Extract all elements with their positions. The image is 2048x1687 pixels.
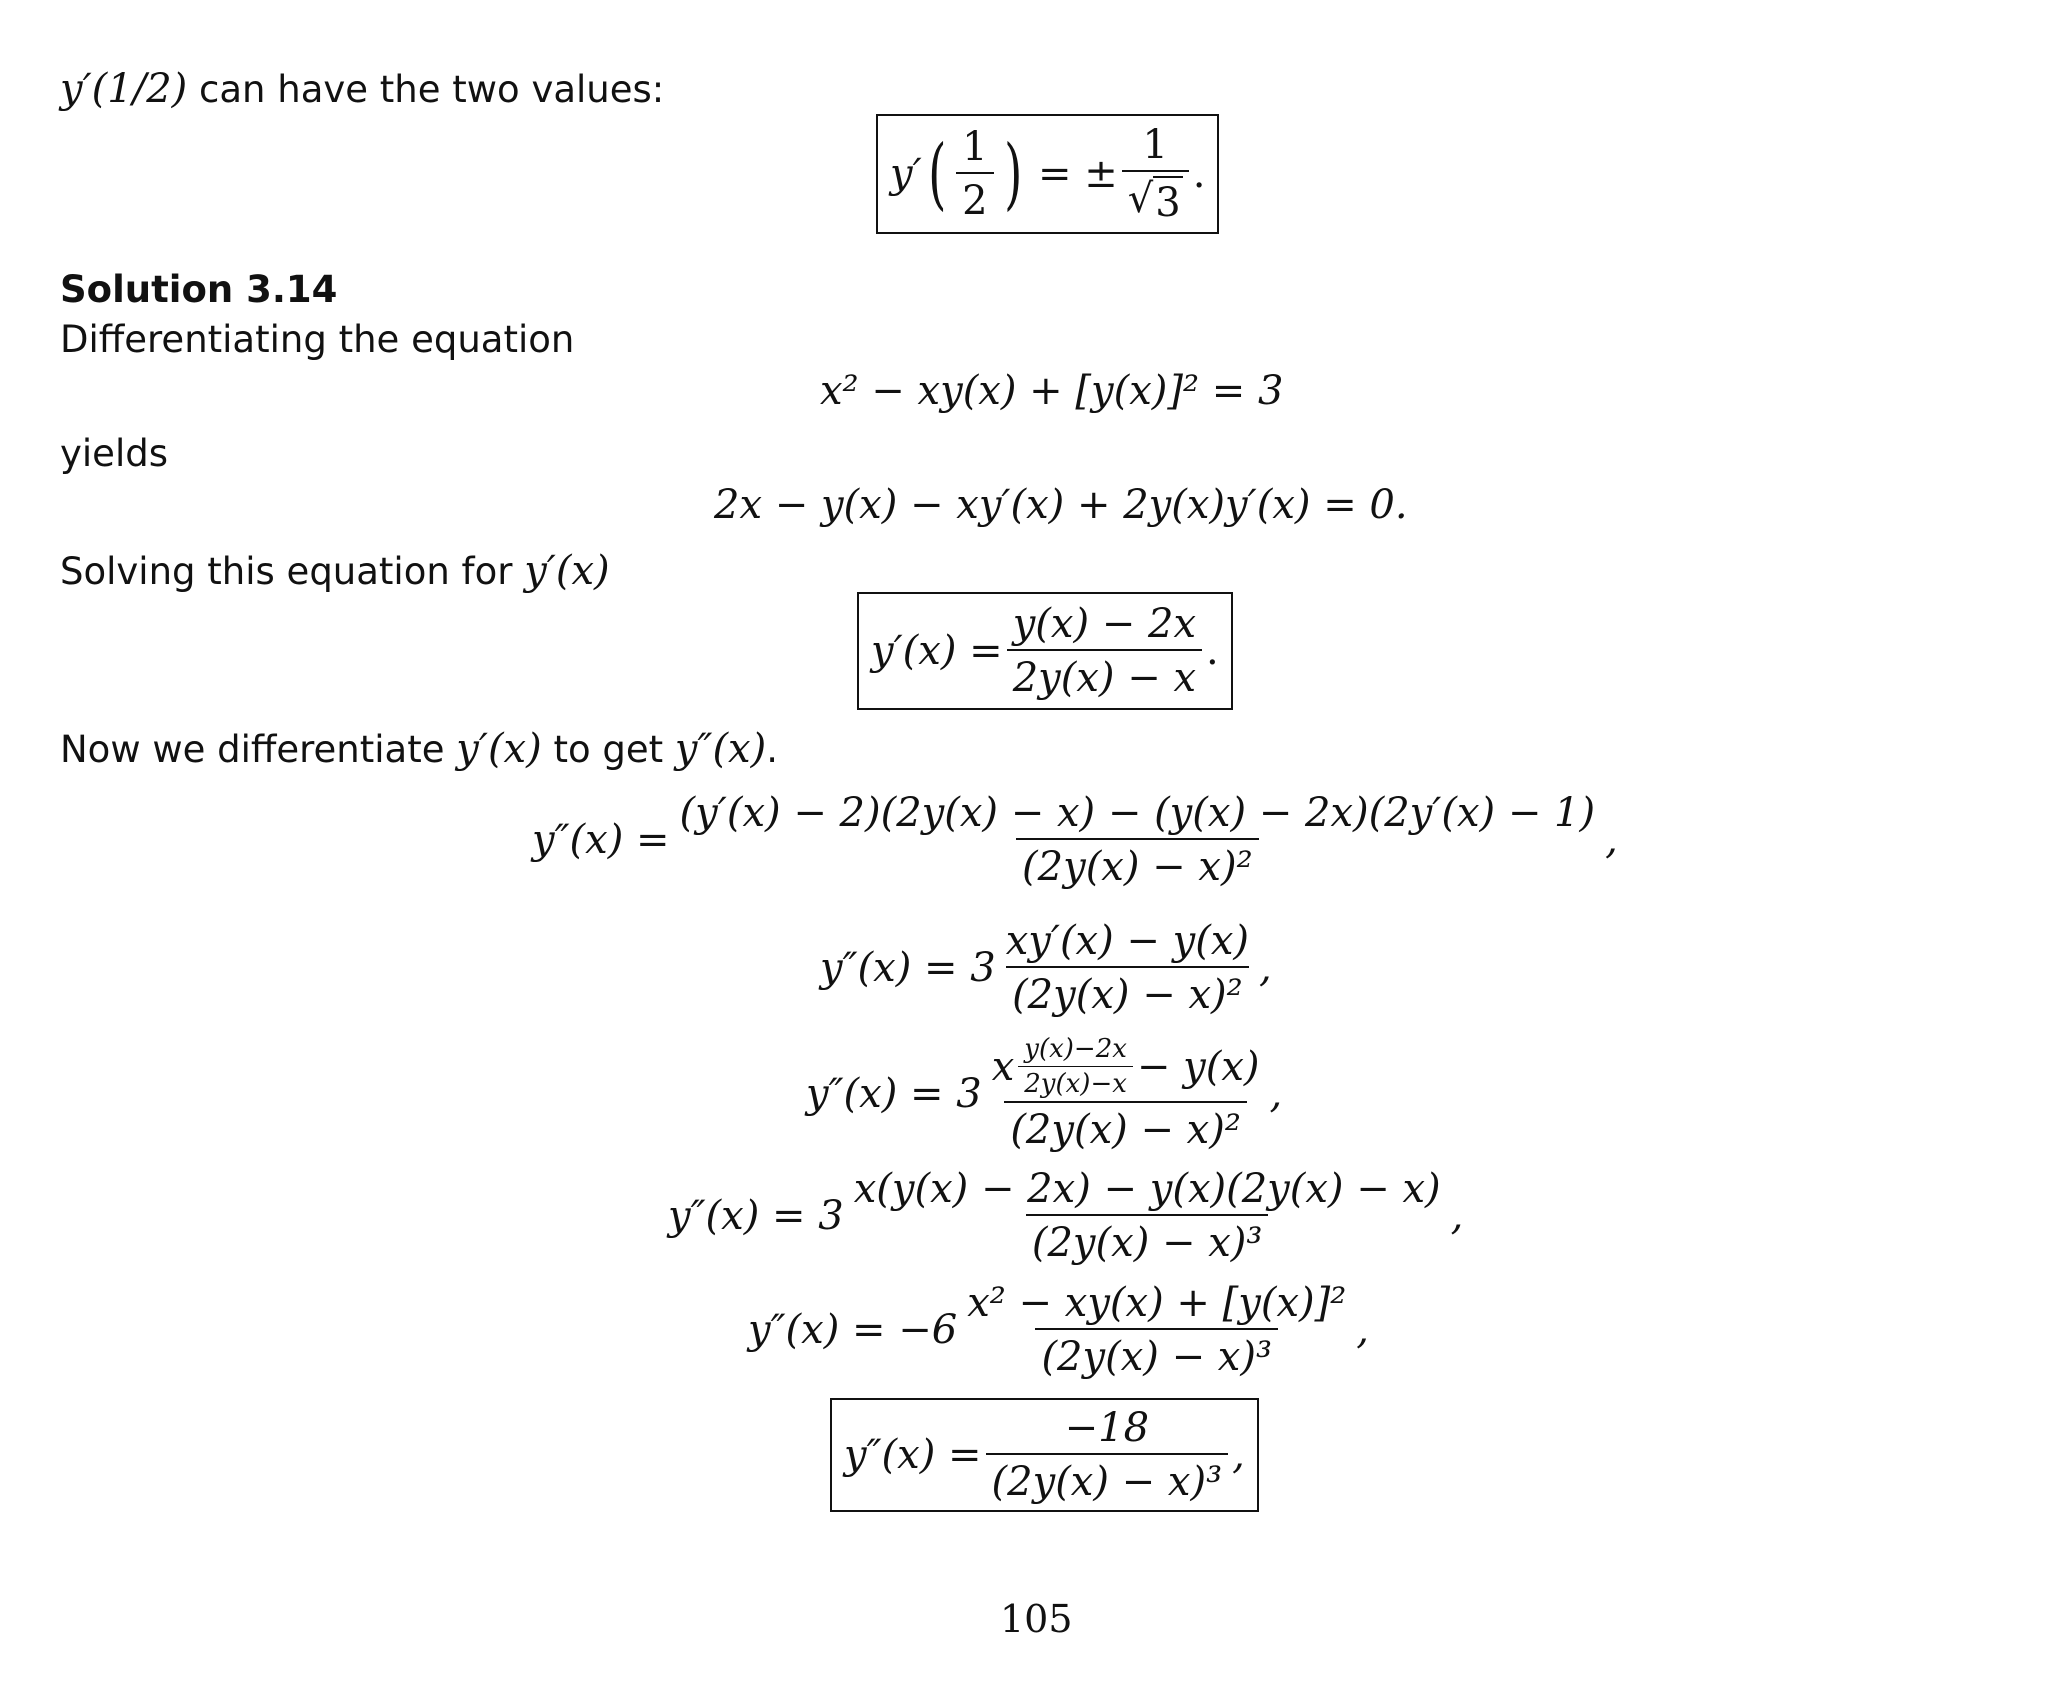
eq10-num: −18 xyxy=(1064,1405,1150,1451)
eq5-lhs: y″(x) = xyxy=(532,817,670,863)
equation-3: 2x − y(x) − xy′(x) + 2y(x)y′(x) = 0. xyxy=(714,482,1408,528)
sqrt-radicand: 3 xyxy=(1153,176,1182,226)
equation-10-boxed xyxy=(830,1398,1259,1512)
eq1-lhs: y′ xyxy=(890,151,922,197)
eq8-den: (2y(x) − x)³ xyxy=(1026,1214,1269,1266)
eq8-lhs: y″(x) = 3 xyxy=(668,1193,844,1239)
sqrt-sign: √ xyxy=(1127,176,1154,222)
eq8-tail: , xyxy=(1450,1193,1464,1239)
eq5-den: (2y(x) − x)² xyxy=(1016,838,1259,890)
eq4-lhs: y′(x) = xyxy=(871,628,1003,674)
line4-math-b: y″(x) xyxy=(674,726,767,772)
equation-7 xyxy=(806,1034,1282,1153)
eq1-rhs-prefix: = ± xyxy=(1038,151,1118,197)
eq9-lhs: y″(x) = −6 xyxy=(748,1307,958,1353)
eq7-num-x: x xyxy=(991,1043,1015,1090)
equation-6 xyxy=(820,918,1272,1018)
eq9-den: (2y(x) − x)³ xyxy=(1035,1328,1278,1380)
line3-text: Solving this equation for xyxy=(60,550,525,593)
left-paren: ( xyxy=(927,129,947,219)
eq4-den: 2y(x) − x xyxy=(1007,649,1202,701)
equation-1-boxed xyxy=(876,114,1219,234)
eq7-tail: , xyxy=(1269,1070,1283,1117)
eq1-arg-den: 2 xyxy=(956,172,993,224)
solution-line-1: Differentiating the equation xyxy=(60,318,575,361)
eq5-fraction xyxy=(674,790,1602,890)
eq1-rhs-den-wrap xyxy=(1122,170,1189,226)
line3-math: y′(x) xyxy=(524,548,610,594)
eq5-num: (y′(x) − 2)(2y(x) − x) − (y(x) − 2x)(2y′(x) − 1) xyxy=(679,790,1596,836)
eq6-lhs: y″(x) = 3 xyxy=(820,945,996,991)
eq5-tail: , xyxy=(1605,817,1618,863)
equation-8 xyxy=(668,1166,1463,1266)
eq9-num: x² − xy(x) + [y(x)]² xyxy=(967,1280,1347,1326)
equation-2: x² − xy(x) + [y(x)]² = 3 xyxy=(820,368,1284,414)
eq10-den: (2y(x) − x)³ xyxy=(986,1453,1229,1505)
eq7-lhs: y″(x) = 3 xyxy=(806,1070,982,1117)
line4-text-a: Now we differentiate xyxy=(60,728,457,771)
equation-4-boxed xyxy=(857,592,1233,710)
eq1-arg-num: 1 xyxy=(962,124,988,170)
equation-9 xyxy=(748,1280,1369,1380)
eq8-num: x(y(x) − 2x) − y(x)(2y(x) − x) xyxy=(853,1166,1441,1212)
line4-tail: . xyxy=(766,728,778,771)
eq7-fraction xyxy=(986,1034,1266,1153)
right-paren: ) xyxy=(1003,129,1022,219)
eq1-tail: . xyxy=(1192,151,1206,197)
eq9-tail: , xyxy=(1356,1307,1369,1353)
eq4-num: y(x) − 2x xyxy=(1012,601,1197,647)
eq10-tail: , xyxy=(1232,1432,1245,1478)
eq7-num-rest: − y(x) xyxy=(1136,1043,1260,1090)
solution-heading: Solution 3.14 xyxy=(60,268,338,311)
eq7-num xyxy=(986,1034,1266,1101)
intro-text: can have the two values: xyxy=(187,68,665,111)
eq7-inner-num: y(x)−2x xyxy=(1024,1034,1127,1064)
eq4-fraction xyxy=(1007,601,1202,701)
solution-line-3 xyxy=(60,548,610,594)
eq7-inner-den: 2y(x)−x xyxy=(1018,1066,1133,1099)
eq7-inner-fraction xyxy=(1018,1034,1133,1099)
line4-math-a: y′(x) xyxy=(456,726,542,772)
eq6-num: xy′(x) − y(x) xyxy=(1005,918,1250,964)
equation-5 xyxy=(532,790,1618,890)
sqrt xyxy=(1128,176,1183,226)
eq10-lhs: y″(x) = xyxy=(844,1432,982,1478)
eq9-fraction xyxy=(961,1280,1352,1380)
solution-line-2: yields xyxy=(60,432,168,475)
eq1-arg-fraction xyxy=(956,124,993,224)
eq10-fraction xyxy=(986,1405,1229,1505)
solution-line-4 xyxy=(60,726,778,772)
eq8-fraction xyxy=(848,1166,1447,1266)
intro-math: y′(1/2) xyxy=(60,66,188,112)
page-number: 105 xyxy=(1000,1597,1073,1641)
eq6-tail: , xyxy=(1259,945,1272,991)
intro-line xyxy=(60,66,664,112)
line4-text-b: to get xyxy=(541,728,675,771)
eq6-fraction xyxy=(1000,918,1255,1018)
eq1-rhs-fraction xyxy=(1122,122,1189,226)
eq7-den: (2y(x) − x)² xyxy=(1004,1101,1247,1153)
eq1-rhs-num: 1 xyxy=(1142,122,1168,168)
eq4-tail: . xyxy=(1206,628,1219,674)
eq6-den: (2y(x) − x)² xyxy=(1006,966,1249,1018)
